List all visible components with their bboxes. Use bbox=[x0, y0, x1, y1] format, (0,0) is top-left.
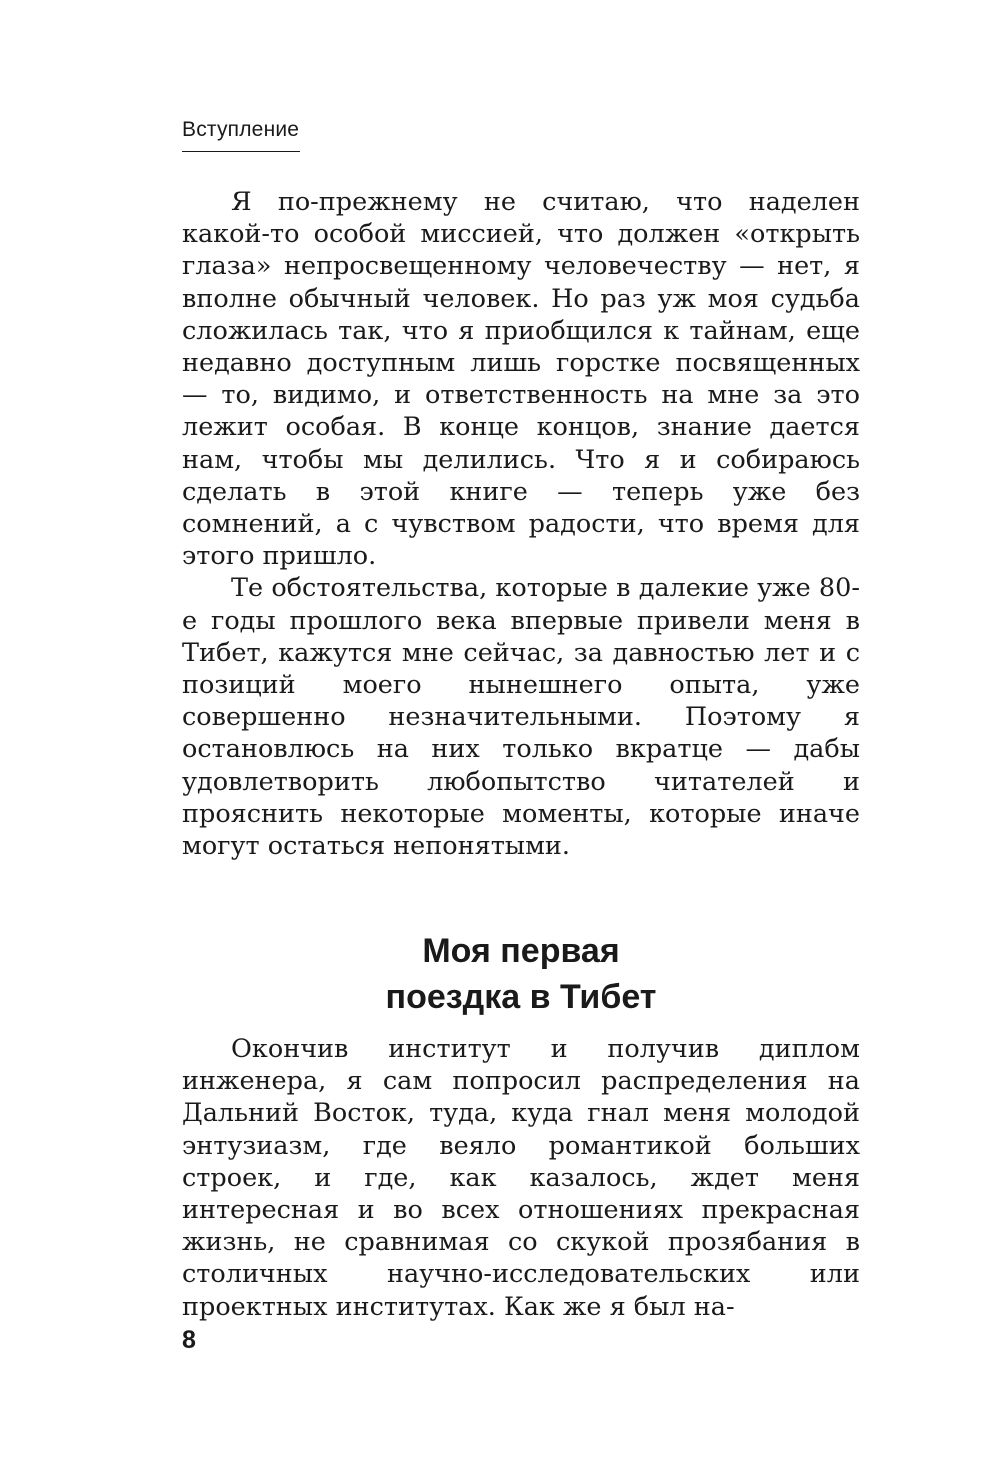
paragraph: Я по-прежнему не считаю, что наделен какой-то особой миссией, что должен «открыть глаза» непросвещенному человечеству — нет, я вполне обычный человек. Но раз уж моя судьба сложилась так, что я приобщился к тайнам, еще недавно доступным лишь горстке посвященных — то, видимо, и ответственность на мне за это лежит особая. В конце концов, знание дается нам, чтобы мы делились. Что я и собираюсь сделать в этой книге — теперь уже без сомнений, а с чувством радости, что время для этого пришло. bbox=[182, 187, 860, 572]
chapter-title-line-2: поездка в Тибет bbox=[385, 978, 657, 1016]
chapter-text bbox=[182, 1033, 860, 1323]
chapter-title bbox=[182, 928, 860, 1020]
page-number: 8 bbox=[182, 1326, 196, 1354]
intro-text bbox=[182, 186, 860, 862]
paragraph: Те обстоятельства, которые в далекие уже 80-е годы прошлого века впервые привели меня в Тибет, кажутся мне сейчас, за давностью лет и с позиций моего нынешнего опыта, уже совершенно незначительными. Поэтому я остановлюсь на них только вкратце — дабы удовлетворить любопытство читателей и прояснить некоторые моменты, которые иначе могут остаться непонятыми. bbox=[182, 573, 860, 862]
running-head: Вступление bbox=[182, 118, 300, 141]
chapter-title-line-1: Моя первая bbox=[422, 932, 620, 970]
running-head-rule bbox=[182, 151, 300, 152]
paragraph: Окончив институт и получив диплом инженера, я сам попросил распределения на Дальний Восток, туда, куда гнал меня молодой энтузиазм, где веяло романтикой больших строек, и где, как казалось, ждет меня интересная и во всех отношениях прекрасная жизнь, не сравнимая со скукой прозябания в столичных научно-исследовательских или проектных институтах. Как же я был на- bbox=[182, 1034, 860, 1322]
